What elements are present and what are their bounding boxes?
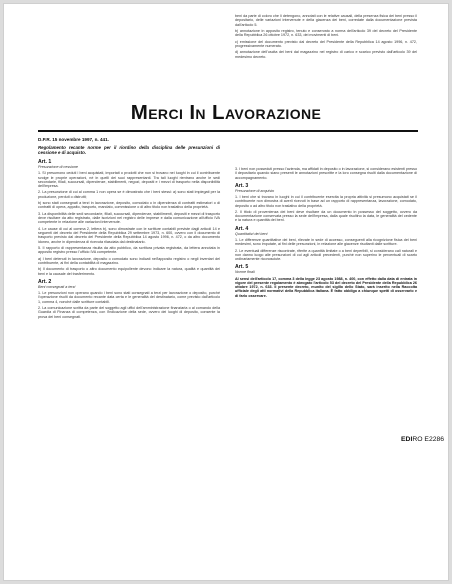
- paragraph: 1. Le differenze quantitative dei beni, rilevate in sede di accesso, conseguenti alla ricognizione fisica dei beni medesimi, sono imputate, ai fini delle presunzioni, in relazione alle giacenze risultanti dalle scritture.: [235, 237, 417, 247]
- publisher-code: RO E2286: [412, 436, 445, 443]
- document-page: [4, 4, 448, 580]
- article-heading: Art. 5: [235, 264, 249, 271]
- paragraph: b) annotazione in apposito registro, tenuto e conservato a norma dell'articolo 39 del decreto del Presidente della Repubblica 26 ottobre 1972, n. 633, dei movimenti di beni.: [235, 28, 417, 38]
- page-title: Merci In Lavorazione: [130, 101, 322, 124]
- paragraph: 2. Le eventuali differenze riscontrate, riferite a quantità limitate o a beni deperibili, si considerano cali naturali e non danno luogo alle presunzioni di cui agli articoli precedenti, purché non superino le percentuali di scarto ordinariamente riconosciute.: [235, 248, 417, 262]
- article-subheading: Quantitativi dei beni: [235, 231, 268, 236]
- title-rule: [38, 130, 418, 132]
- article-subheading: Norme finali: [235, 270, 255, 275]
- decree-reference: D.P.R. 15 novembre 1997, n. 441.: [38, 137, 109, 142]
- paragraph: 1. Le presunzioni non operano quando i beni sono stati consegnati a terzi per lavorazione o deposito, purché l'operazione risulti da documento recante data certa e le generalità del destinatario, come previsto dall'articolo 1, comma 4, nonché dalle scritture contabili.: [38, 291, 220, 304]
- article-subheading: Beni consegnati a terzi: [38, 284, 76, 289]
- final-provisions: Al sensi dell'articolo 17, comma 3 della legge 23 agosto 1988, n. 400, con effetto dalla data di entrata in vigore del presente regolamento è abrogato l'articolo 53 del decreto del Presidente della Repubblica 26 ottobre 1972, n. 633. Il presente decreto, munito del sigillo dello Stato, sarà inserito nella Raccolta ufficiale degli atti normativi della Repubblica italiana. È fatto obbligo a chiunque spetti di osservarlo e di farlo osservare.: [235, 276, 417, 298]
- paragraph: 3. La disponibilità delle sedi secondarie, filiali, succursali, dipendenze, stabilimenti, depositi e mezzi di trasporto deve risultare da atto registrato, dalle iscrizioni nel registro delle imprese e dalla comunicazione all'ufficio IVA competente in relazione alle variazioni intervenute.: [38, 211, 220, 225]
- article-heading: Art. 3: [235, 182, 249, 189]
- paragraph: c) emissione del documento previsto dal decreto del Presidente della Repubblica 14 agosto 1996, n. 472, progressivamente numerato.: [235, 39, 417, 48]
- left-column: [38, 137, 220, 321]
- paragraph: 1. I beni che si trovano in luoghi in cui il contribuente esercita la propria attività si presumono acquistati se il contribuente non dimostra di averli ricevuti in base ad un rapporto di rappresentanza, lavorazione, comodato, deposito o ad altro titolo non traslativo della proprietà.: [235, 195, 417, 208]
- paragraph: 2. Il titolo di provenienza dei beni deve risultare da un documento in possesso del soggetto, ovvero da documentazione conservata presso la sede dell'impresa, dalla quale risultino la data, le generalità del cedente e la natura e quantità dei beni.: [235, 209, 417, 223]
- decree-subtitle: Regolamento recante norme per il riordino della disciplina delle presunzioni di cessione e di acquisto.: [38, 145, 220, 155]
- article-subheading: Presunzione di cessione: [38, 165, 78, 169]
- right-column-top: [235, 14, 417, 61]
- paragraph: 4. Le cause di cui al comma 2, lettera b), sono dimostrate con le scritture contabili previste dagli articoli 14 e seguenti del decreto del Presidente della Repubblica 29 settembre 1973, n. 600, ovvero con il documento di trasporto previsto dal decreto del Presidente della Repubblica 14 agosto 1996, n. 472, o da altro documento idoneo, anche in dipendenza di ricevuta rilasciata dal destinatario.: [38, 226, 220, 244]
- article-heading: Art. 1: [38, 159, 52, 165]
- paragraph: 2. La presunzione di cui al comma 1 non opera se è dimostrato che i beni stessi: a) sono stati impiegati per la produzione, perduti o distrutti;: [38, 190, 220, 199]
- paragraph: b) Il documento di trasporto o altro documento equipollente devono indicare la natura, qualità e quantità dei beni e la causale del trasferimento.: [38, 267, 220, 276]
- paragraph: beni da parte di coloro che li detengono, annotati con le relative causali, della presenza fisica dei beni presso il depositario, delle variazioni intervenute e della giacenza dei beni, corredate dalla documentazione prevista dall'articolo 5.: [235, 14, 417, 27]
- paragraph: b) sono stati consegnati a terzi in lavorazione, deposito, comodato o in dipendenza di contratti estimatori o di contratti di opera, appalto, trasporto, mandato, commissione o di altro titolo non traslativo della proprietà.: [38, 201, 220, 210]
- paragraph: 5. Il rapporto di rappresentanza risulta da atto pubblico, da scrittura privata registrata, da lettera annotata in apposito registro presso l'ufficio IVA competente.: [38, 245, 220, 255]
- paragraph: 1. Si presumono ceduti i beni acquistati, importati o prodotti che non si trovano nei luoghi in cui il contribuente svolge le proprie operazioni, né in quelli dei suoi rappresentanti. Tra tali luoghi rientrano anche le sedi secondarie, filiali, succursali, dipendenze, stabilimenti, negozi, depositi e i mezzi di trasporto nella disponibilità dell'impresa.: [38, 171, 220, 188]
- article-subheading: Presunzione di acquisto: [235, 188, 275, 193]
- publisher-logo: [401, 436, 444, 443]
- right-column: [235, 167, 417, 300]
- article-heading: Art. 2: [38, 278, 52, 285]
- paragraph: 2. La comunicazione scritta da parte del soggetto agli uffici dell'amministrazione finanziaria o al comando della Guardia di Finanza di competenza, con l'indicazione della sede, ovvero dei luoghi di deposito, consente la prova dei beni consegnati.: [38, 306, 220, 319]
- article-heading: Art. 4: [235, 225, 249, 232]
- paragraph: a) I beni detenuti in lavorazione, deposito o comodato sono indicati nell'apposito registro o negli inventari del contribuente, ai fini della contabilità di magazzino.: [38, 256, 220, 265]
- paragraph: d) annotazione dell'uscita dei beni dal magazzino nel registro di carico e scarico previsto dall'articolo 39 del medesimo decreto.: [235, 50, 417, 59]
- publisher-brand: EDI: [401, 436, 413, 443]
- paragraph: 3. I beni non posseduti presso l'azienda, ma affidati in deposito o in lavorazione, si considerano esistenti presso il depositario quando siano presenti le annotazioni prescritte e la loro consegna risulti dalla documentazione di accompagnamento.: [235, 167, 417, 180]
